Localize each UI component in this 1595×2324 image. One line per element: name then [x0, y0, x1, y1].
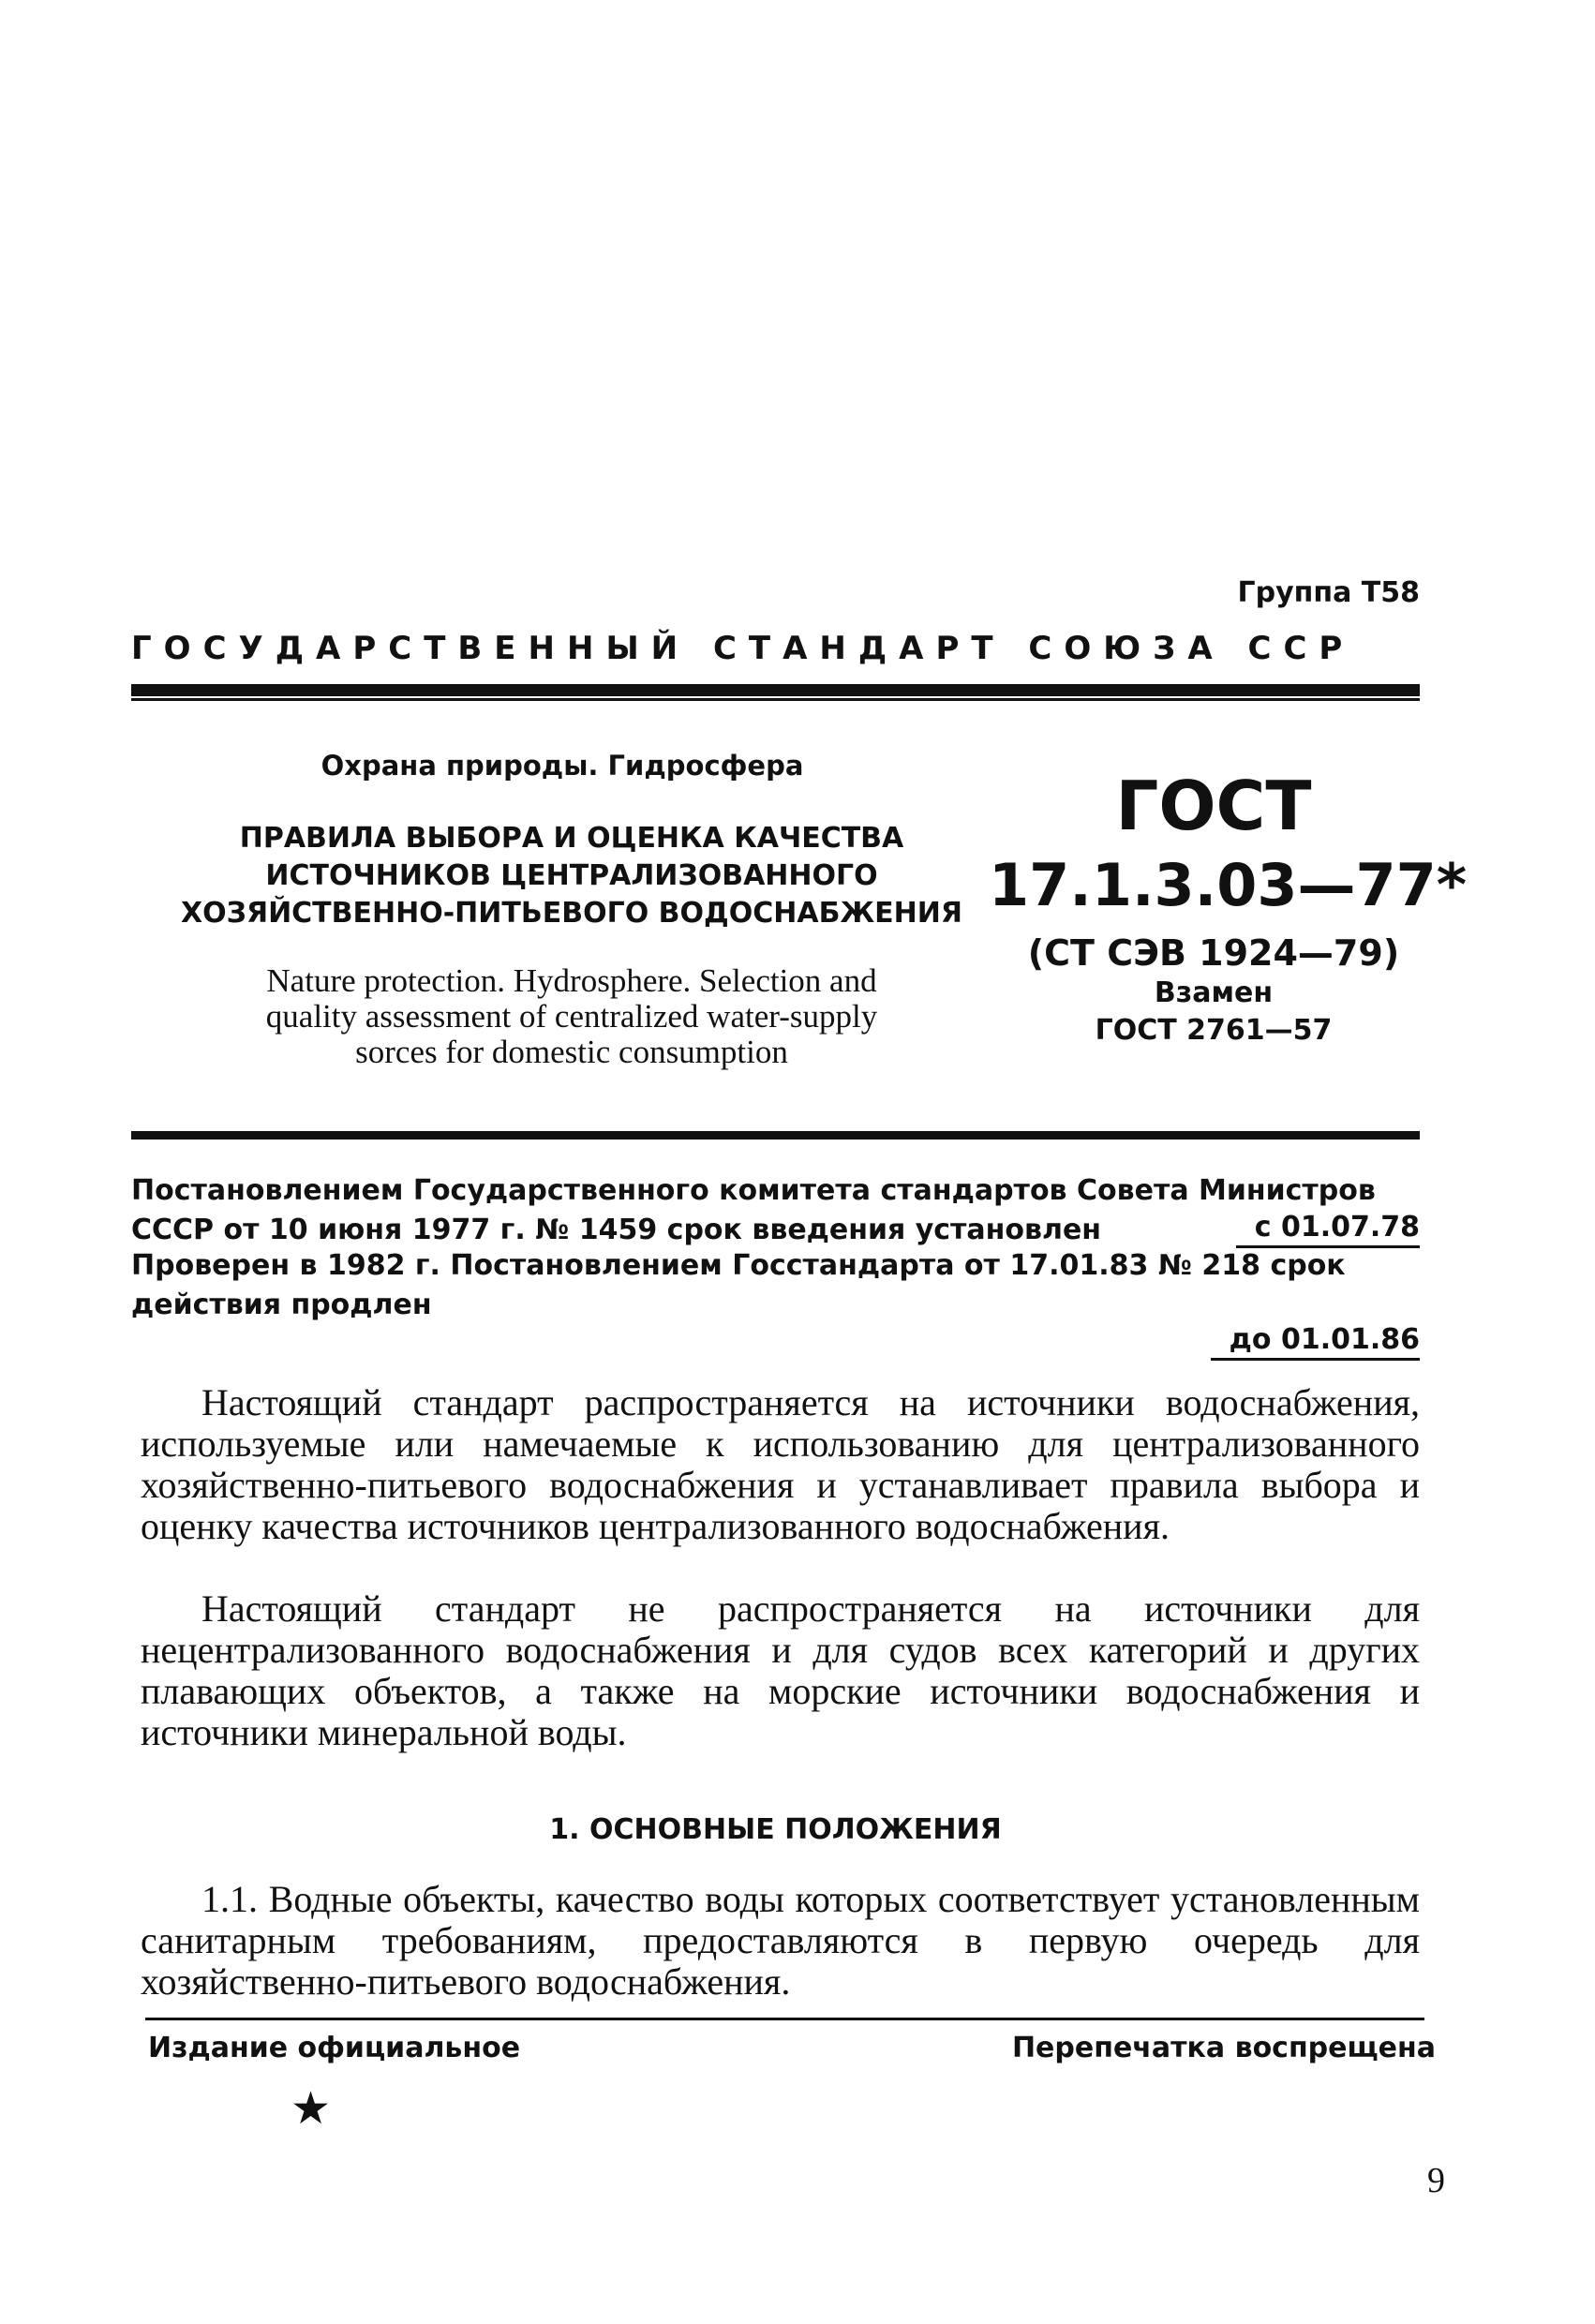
decree-text: Постановлением Государственного комитета стандартов Совета Министров СССР от 10 июня 1977 г. № 1459 срок введения установлен: [131, 1174, 1376, 1246]
header-divider-thick: [131, 684, 1420, 696]
replaces-standard: [1003, 975, 1424, 1050]
page-number: 9: [1427, 2161, 1445, 2200]
title-line: ХОЗЯЙСТВЕННО-ПИТЬЕВОГО ВОДОСНАБЖЕНИЯ: [181, 897, 962, 930]
paragraph-text: Настоящий стандарт распространяется на источники водоснабжения, используемые или намечаемые к использованию для централизованного хозяйственно-питьевого водоснабжения и устанавливает правила выбора и оценку качества источников централизованного водоснабжения.: [141, 1381, 1420, 1547]
replaces-value: ГОСТ 2761—57: [1095, 1014, 1333, 1047]
st-sev-designation: (СТ СЭВ 1924—79): [1027, 932, 1400, 974]
paragraph-text: 1.1. Водные объекты, качество воды которых соответствует установленным санитарным требованиям, предоставляются в первую очередь для хозяйственно-питьевого водоснабжения.: [141, 1878, 1420, 2003]
footer-divider: [145, 2018, 1424, 2020]
gost-number: 17.1.3.03—77*: [989, 851, 1468, 919]
subject-line: Охрана природы. Гидросфера: [320, 750, 804, 782]
effective-date-value: с 01.07.78: [1236, 1211, 1420, 1248]
paragraph-text: Настоящий стандарт не распространяется на источники для нецентрализованного водоснабжения и для судов всех категорий и других плавающих объектов, а также на морские источники водоснабжения и источники минеральной воды.: [141, 1587, 1420, 1753]
extension-date: [1211, 1323, 1420, 1361]
group-code: Группа Т58: [1237, 576, 1420, 609]
clause-1-1: [141, 1879, 1420, 2003]
section-heading: 1. ОСНОВНЫЕ ПОЛОЖЕНИЯ: [549, 1813, 1002, 1846]
english-title: [187, 963, 956, 1070]
gost-label: ГОСТ: [1115, 767, 1312, 845]
verification-text: Проверен в 1982 г. Постановлением Госстандарта от 17.01.83 № 218 срок действия продлен: [131, 1249, 1346, 1321]
scope-paragraph: [141, 1382, 1420, 1547]
replaces-label: Взамен: [1154, 976, 1274, 1009]
effective-date: [1236, 1211, 1420, 1248]
star-icon: ★: [291, 2084, 332, 2134]
official-edition-label: Издание официальное: [148, 2032, 521, 2064]
reprint-prohibited-label: Перепечатка воспрещена: [1011, 2032, 1436, 2064]
title-line: ИСТОЧНИКОВ ЦЕНТРАЛИЗОВАННОГО: [265, 859, 878, 892]
title-divider: [131, 1131, 1420, 1140]
title-line: ПРАВИЛА ВЫБОРА И ОЦЕНКА КАЧЕСТВА: [239, 822, 904, 855]
state-standard-heading: ГОСУДАРСТВЕННЫЙ СТАНДАРТ СОЮЗА ССР: [131, 630, 1355, 667]
standard-title: [159, 820, 984, 932]
english-title-line: quality assessment of centralized water-supply: [265, 998, 878, 1035]
english-title-line: Nature protection. Hydrosphere. Selection and: [266, 962, 877, 999]
exclusion-paragraph: [141, 1588, 1420, 1753]
extension-date-value: до 01.01.86: [1211, 1323, 1420, 1361]
english-title-line: sorces for domestic consumption: [355, 1034, 788, 1070]
header-divider-thin: [131, 698, 1420, 701]
